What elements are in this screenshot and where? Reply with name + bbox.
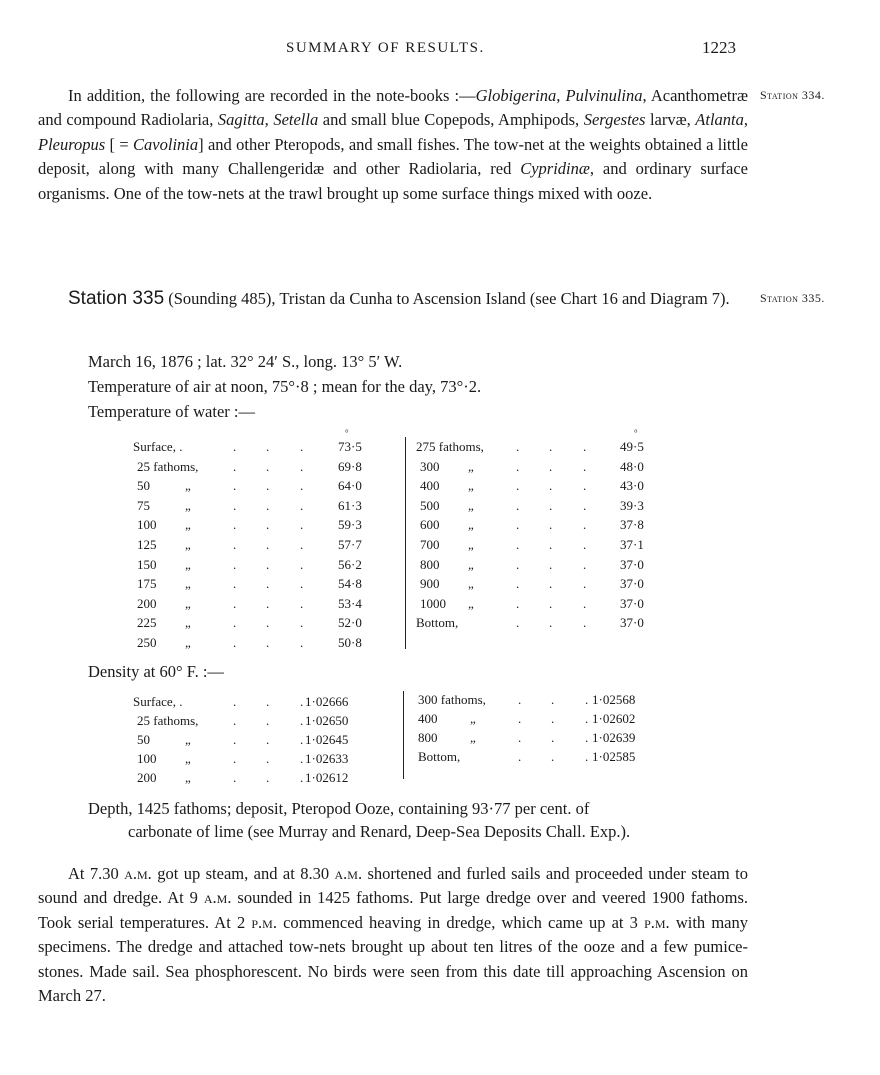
row-value: 37·0 [620, 595, 644, 611]
ditto-mark: „ [185, 770, 191, 785]
leader-dot: . [583, 478, 587, 494]
row-label: 200 [137, 595, 157, 611]
leader-dot: . [233, 517, 237, 533]
row-label: 600 [420, 517, 440, 533]
leader-dot: . [300, 595, 304, 611]
row-value: 1·02585 [592, 749, 636, 764]
table-row [133, 751, 383, 770]
ditto-mark: „ [185, 517, 191, 533]
row-value: 48·0 [620, 458, 644, 474]
leader-dot: . [583, 615, 587, 631]
ditto-mark: „ [185, 576, 191, 592]
row-label: 25 fathoms, [137, 458, 199, 474]
ditto-mark: „ [468, 497, 474, 513]
ditto-mark: „ [185, 732, 191, 747]
table-row [416, 557, 666, 576]
leader-dot: . [585, 749, 589, 764]
row-label: 225 [137, 615, 157, 631]
row-label: 500 [420, 497, 440, 513]
ditto-mark: „ [468, 576, 474, 592]
row-value: 1·02568 [592, 692, 636, 707]
row-label: 700 [420, 537, 440, 552]
table-row [416, 439, 666, 458]
leader-dot: . [300, 732, 304, 747]
ditto-mark: „ [185, 615, 191, 631]
leader-dot: . [300, 635, 304, 650]
row-value: 37·0 [620, 615, 644, 631]
density-label: Density at 60° F. :— [88, 662, 224, 681]
ditto-mark: „ [468, 537, 474, 552]
row-value: 1·02650 [305, 713, 349, 728]
table-row [133, 439, 383, 458]
leader-dot: . [583, 556, 587, 572]
row-value: 1·02639 [592, 730, 636, 745]
row-label: 100 [137, 751, 157, 766]
row-value: 1·02666 [305, 694, 349, 709]
ditto-mark: „ [468, 458, 474, 474]
row-value: 56·2 [338, 556, 362, 572]
row-value: 59·3 [338, 517, 362, 533]
row-label: 275 fathoms, [416, 439, 484, 454]
row-label: 175 [137, 576, 157, 592]
leader-dot: . [300, 751, 304, 766]
ditto-mark: „ [185, 478, 191, 494]
leader-dot: . [549, 595, 553, 611]
leader-dot: . [266, 635, 270, 650]
table-row [416, 478, 666, 497]
leader-dot: . [583, 595, 587, 611]
row-value: 39·3 [620, 497, 644, 513]
leader-dot: . [233, 458, 237, 474]
leader-dot: . [233, 694, 237, 709]
leader-dot: . [300, 478, 304, 494]
table-row [133, 770, 383, 789]
leader-dot: . [551, 711, 555, 726]
leader-dot: . [300, 576, 304, 592]
page-number: 1223 [702, 38, 736, 57]
row-value: 53·4 [338, 595, 362, 611]
leader-dot: . [583, 576, 587, 592]
leader-dot: . [300, 458, 304, 474]
leader-dot: . [583, 458, 587, 474]
table-row [416, 576, 666, 595]
leader-dot: . [549, 615, 553, 631]
leader-dot: . [266, 478, 270, 494]
leader-dot: . [585, 730, 589, 745]
station-335-heading: Station 335 (Sounding 485), Tristan da Cunha to Ascension Island (see Chart 16 and Diagram 7). [68, 288, 730, 309]
row-label: 400 [420, 478, 440, 494]
ditto-mark: „ [468, 517, 474, 533]
leader-dot: . [516, 458, 520, 474]
station-335-title: Station 335 [68, 288, 165, 309]
ditto-mark: „ [185, 595, 191, 611]
leader-dot: . [233, 556, 237, 572]
table-row [133, 596, 383, 615]
table-row [133, 615, 383, 634]
leader-dot: . [233, 770, 237, 785]
leader-dot: . [233, 576, 237, 592]
table-row [416, 517, 666, 536]
leader-dot: . [549, 517, 553, 533]
row-label: 1000 [420, 595, 446, 611]
leader-dot: . [300, 694, 304, 709]
row-label: 75 [137, 497, 150, 513]
leader-dot: . [583, 537, 587, 552]
table-row [133, 459, 383, 478]
row-value: 61·3 [338, 497, 362, 513]
table-row [416, 537, 666, 556]
row-value: 1·02645 [305, 732, 349, 747]
ditto-mark: „ [468, 556, 474, 572]
leader-dot: . [266, 439, 270, 454]
row-value: 50·8 [338, 635, 362, 650]
station-334-paragraph: In addition, the following are recorded in the note-books :—Globigerina, Pulvinulina, Acanthometræ and compound Radiolaria, Sagitta, Setella and small blue Copepods, Amphipods, Sergestes larvæ, Atlanta, Pleuropus [ = Cavolinia] and other Pteropods, and small fishes. The tow-net at the weights obtained a little deposit, along with many Challengeridæ and other Radiolaria, red Cypridinæ, and ordinary surface organisms. One of the tow-nets at the trawl brought up some surface things mixed with ooze. [38, 86, 748, 203]
ditto-mark: „ [468, 478, 474, 494]
table-row [133, 498, 383, 517]
leader-dot: . [549, 576, 553, 592]
leader-dot: . [300, 713, 304, 728]
leader-dot: . [266, 732, 270, 747]
margin-label-station-334: Station 334. [760, 88, 825, 102]
row-value: 37·0 [620, 576, 644, 592]
leader-dot: . [518, 711, 522, 726]
row-label: 300 fathoms, [418, 692, 486, 707]
degree-mark-left: ° [345, 428, 349, 438]
leader-dot: . [300, 770, 304, 785]
column-divider [403, 691, 404, 779]
ditto-mark: „ [185, 556, 191, 572]
leader-dot: . [233, 732, 237, 747]
water-temperature-label: Temperature of water :— [88, 402, 255, 421]
leader-dot: . [549, 478, 553, 494]
leader-dot: . [266, 556, 270, 572]
row-label: 800 [420, 556, 440, 572]
row-value: 37·0 [620, 556, 644, 572]
table-row [133, 478, 383, 497]
degree-mark-right: ° [634, 428, 638, 438]
leader-dot: . [585, 692, 589, 707]
row-label: 800 [418, 730, 438, 745]
station-335-narrative: At 7.30 a.m. got up steam, and at 8.30 a.m. shortened and furled sails and proceeded under steam to sound and dredge. At 9 a.m. sounded in 1425 fathoms. Put large dredge over and veered 1900 fathoms. Took serial temperatures. At 2 p.m. commenced heaving in dredge, which came up at 3 p.m. with many specimens. The dredge and attached tow-nets brought up about ten litres of the ooze and a few pumice-stones. Made sail. Sea phosphorescent. No birds were seen from this date till approaching Ascension on March 27. [38, 864, 749, 1006]
leader-dot: . [551, 692, 555, 707]
leader-dot: . [549, 556, 553, 572]
running-title: SUMMARY OF RESULTS. [286, 40, 485, 56]
ditto-mark: „ [185, 751, 191, 766]
leader-dot: . [266, 770, 270, 785]
row-value: 43·0 [620, 478, 644, 494]
table-row [416, 498, 666, 517]
leader-dot: . [266, 576, 270, 592]
table-row [133, 557, 383, 576]
leader-dot: . [266, 615, 270, 631]
row-label: Surface, . [133, 694, 183, 709]
row-label: 50 [137, 732, 150, 747]
leader-dot: . [518, 749, 522, 764]
row-value: 52·0 [338, 615, 362, 631]
leader-dot: . [549, 458, 553, 474]
row-label: 125 [137, 537, 157, 552]
leader-dot: . [551, 749, 555, 764]
leader-dot: . [300, 615, 304, 631]
leader-dot: . [233, 478, 237, 494]
leader-dot: . [266, 497, 270, 513]
row-label: 300 [420, 458, 440, 474]
depth-line: Depth, 1425 fathoms; deposit, Pteropod Ooze, containing 93·77 per cent. of [88, 799, 590, 818]
leader-dot: . [233, 751, 237, 766]
margin-label-station-335: Station 335. [760, 291, 825, 305]
ditto-mark: „ [470, 730, 476, 745]
leader-dot: . [583, 439, 587, 454]
row-label: 100 [137, 517, 157, 533]
row-value: 1·02602 [592, 711, 636, 726]
leader-dot: . [266, 595, 270, 611]
row-value: 1·02633 [305, 751, 349, 766]
leader-dot: . [518, 730, 522, 745]
leader-dot: . [516, 439, 520, 454]
table-row [418, 749, 668, 768]
leader-dot: . [266, 713, 270, 728]
row-label: 25 fathoms, [137, 713, 199, 728]
leader-dot: . [583, 517, 587, 533]
column-divider [405, 437, 406, 649]
leader-dot: . [300, 497, 304, 513]
leader-dot: . [266, 517, 270, 533]
leader-dot: . [585, 711, 589, 726]
table-row [133, 635, 383, 654]
leader-dot: . [266, 537, 270, 552]
table-row [133, 576, 383, 595]
leader-dot: . [516, 556, 520, 572]
row-value: 54·8 [338, 576, 362, 592]
leader-dot: . [516, 478, 520, 494]
row-label: 400 [418, 711, 438, 726]
table-row [416, 615, 666, 634]
leader-dot: . [233, 713, 237, 728]
leader-dot: . [516, 517, 520, 533]
row-label: 900 [420, 576, 440, 592]
leader-dot: . [233, 635, 237, 650]
leader-dot: . [300, 517, 304, 533]
leader-dot: . [233, 595, 237, 611]
row-label: 200 [137, 770, 157, 785]
table-row [133, 694, 383, 713]
row-value: 69·8 [338, 458, 362, 474]
ditto-mark: „ [185, 497, 191, 513]
leader-dot: . [549, 537, 553, 552]
ditto-mark: „ [185, 537, 191, 552]
table-row [418, 711, 668, 730]
air-temperature-line: Temperature of air at noon, 75°·8 ; mean for the day, 73°·2. [88, 377, 482, 396]
table-row [416, 596, 666, 615]
row-value: 37·8 [620, 517, 644, 533]
row-value: 1·02612 [305, 770, 349, 785]
leader-dot: . [300, 556, 304, 572]
row-value: 73·5 [338, 439, 362, 454]
leader-dot: . [516, 615, 520, 631]
leader-dot: . [266, 751, 270, 766]
leader-dot: . [233, 439, 237, 454]
table-row [133, 517, 383, 536]
leader-dot: . [266, 694, 270, 709]
ditto-mark: „ [185, 635, 191, 650]
leader-dot: . [516, 537, 520, 552]
row-value: 64·0 [338, 478, 362, 494]
row-label: 50 [137, 478, 150, 494]
row-value: 37·1 [620, 537, 644, 552]
leader-dot: . [516, 576, 520, 592]
table-row [133, 732, 383, 751]
depth-line-continued: carbonate of lime (see Murray and Renard, Deep-Sea Deposits Chall. Exp.). [128, 822, 631, 841]
leader-dot: . [233, 537, 237, 552]
row-label: Surface, . [133, 439, 183, 454]
leader-dot: . [233, 497, 237, 513]
row-label: Bottom, [418, 749, 461, 764]
row-value: 49·5 [620, 439, 644, 454]
leader-dot: . [551, 730, 555, 745]
leader-dot: . [549, 497, 553, 513]
table-row [133, 713, 383, 732]
leader-dot: . [516, 497, 520, 513]
ditto-mark: „ [468, 595, 474, 611]
date-position-line: March 16, 1876 ; lat. 32° 24′ S., long. 13° 5′ W. [88, 352, 403, 371]
leader-dot: . [549, 439, 553, 454]
leader-dot: . [300, 439, 304, 454]
leader-dot: . [583, 497, 587, 513]
ditto-mark: „ [470, 711, 476, 726]
leader-dot: . [516, 595, 520, 611]
row-label: Bottom, [416, 615, 459, 631]
row-value: 57·7 [338, 537, 362, 552]
table-row [418, 730, 668, 749]
table-row [133, 537, 383, 556]
row-label: 150 [137, 556, 157, 572]
leader-dot: . [300, 537, 304, 552]
table-row [418, 692, 668, 711]
table-row [416, 459, 666, 478]
leader-dot: . [266, 458, 270, 474]
leader-dot: . [233, 615, 237, 631]
row-label: 250 [137, 635, 157, 650]
leader-dot: . [518, 692, 522, 707]
